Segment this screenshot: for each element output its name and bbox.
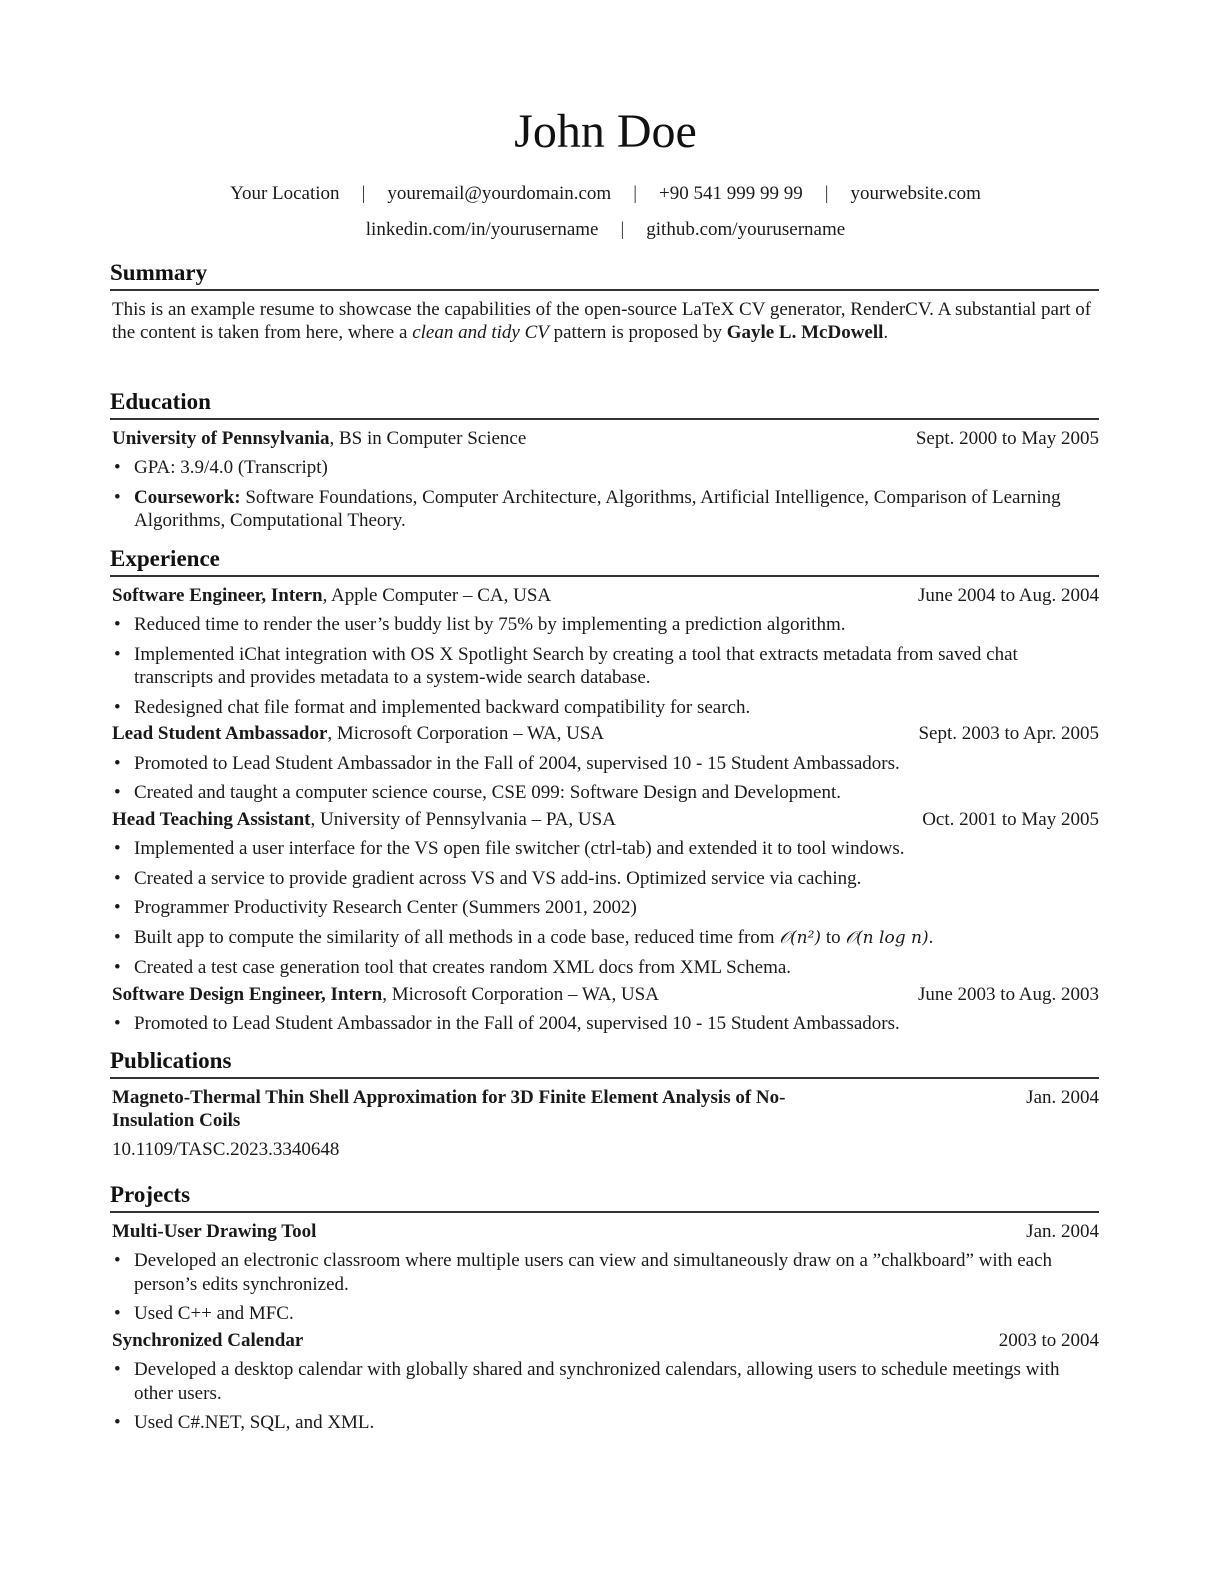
list-item: • Created and taught a computer science course, CSE 099: Software Design and Development. [112,781,1099,805]
experience-list [110,584,1099,1036]
position: Software Engineer, Intern [112,584,323,606]
coursework-label: Coursework: [134,486,241,508]
contact-line-2 [102,218,1109,242]
position: Lead Student Ambassador [112,723,328,744]
entry-header [112,1086,1099,1133]
contact-linkedin-link[interactable]: linkedin.com/in/yourusername [365,219,599,240]
section-title: Publications [110,1048,232,1073]
entry-date: June 2003 to Aug. 2003 [917,983,1099,1005]
publication-entry [110,1086,1099,1162]
project-name: Synchronized Calendar [112,1329,304,1351]
entry-header [112,983,1099,1007]
education-entry [110,427,1099,533]
section-rule [110,289,1099,291]
section-experience [110,545,1099,1036]
list-item: • Reduced time to render the user’s buddy list by 75% by implementing a prediction algorithm. [112,613,1099,637]
list-item: • Used C++ and MFC. [112,1302,1099,1326]
entry-header [112,1329,1099,1353]
summary-bold-name: Gayle L. McDowell [726,322,884,343]
section-education [110,388,1099,533]
list-item: • Promoted to Lead Student Ambassador in the Fall of 2004, supervised 10 - 15 Student Ambassadors. [112,1012,1099,1036]
contact-location: Your Location [230,183,340,204]
summary-part: This is an example resume to showcase the capabilities of the open-source LaTeX CV generator, RenderCV. A substantial part of the content is taken from here, where a [112,298,1092,343]
entry-header [112,808,1099,832]
separator: | [361,183,366,204]
list-item: • Developed an electronic classroom where multiple users can view and simultaneously draw on a ”chalkboard” with each person’s edits synchronized. [112,1249,1099,1296]
coursework-text: Software Foundations, Computer Architecture, Algorithms, Artificial Intelligence, Comparison of Learning Algorithms, Computational Theory. [134,486,1061,531]
entry-date: Oct. 2001 to May 2005 [922,808,1099,830]
entry-date: Sept. 2000 to May 2005 [915,427,1099,449]
section-title: Education [110,389,211,414]
list-item: • Programmer Productivity Research Center (Summers 2001, 2002) [112,896,1099,920]
entry-header [112,584,1099,608]
section-title: Experience [110,546,220,571]
math-expression: 𝒪(n log n) [845,927,929,948]
contact-line-1 [102,182,1109,206]
section-rule [110,1211,1099,1213]
list-item: • Implemented a user interface for the VS open file switcher (ctrl-tab) and extended it to tool windows. [112,837,1099,861]
degree: , BS in Computer Science [329,427,527,449]
section-rule [110,418,1099,420]
entry-header [112,427,1099,451]
project-list [110,1220,1099,1435]
list-item [112,486,1099,533]
company: , Apple Computer – CA, USA [322,584,552,606]
highlight-text: Built app to compute the similarity of all methods in a code base, reduced time from [134,926,780,948]
contact-website-link[interactable]: yourwebsite.com [850,183,981,204]
section-summary [110,259,1099,345]
position: Software Design Engineer, Intern [112,983,383,1005]
list-item: • Used C#.NET, SQL, and XML. [112,1411,1099,1435]
list-item: • GPA: 3.9/4.0 (Transcript) [112,456,1099,480]
company: , Microsoft Corporation – WA, USA [382,983,659,1005]
separator: | [824,183,829,204]
section-publications [110,1047,1099,1161]
summary-part: . [883,322,889,343]
section-title: Summary [110,260,208,285]
list-item: • Implemented iChat integration with OS X Spotlight Search by creating a tool that extracts metadata from saved chat transcripts and provides metadata to a system-wide search database. [112,643,1099,690]
list-item: • Created a test case generation tool that creates random XML docs from XML Schema. [112,956,1099,980]
institution: University of Pennsylvania [112,427,330,449]
section-rule [110,1077,1099,1079]
publication-doi-link[interactable]: 10.1109/TASC.2023.3340648 [112,1138,340,1160]
entry-date: Sept. 2003 to Apr. 2005 [918,723,1099,744]
contact-github-link[interactable]: github.com/yourusername [646,219,846,240]
summary-text [110,298,1099,345]
entry-date: Jan. 2004 [1026,1220,1099,1242]
entry-date: 2003 to 2004 [998,1329,1099,1351]
project-name: Multi-User Drawing Tool [112,1220,317,1242]
contact-email-link[interactable]: youremail@yourdomain.com [387,183,612,204]
separator: | [620,219,625,240]
section-rule [110,575,1099,577]
summary-part: pattern is proposed by [548,322,727,343]
list-item: • Created a service to provide gradient across VS and VS add-ins. Optimized service via caching. [112,867,1099,891]
section-title: Projects [110,1182,191,1207]
company: , Microsoft Corporation – WA, USA [327,723,605,744]
position: Head Teaching Assistant [112,808,311,830]
list-item: • Redesigned chat file format and implemented backward compatibility for search. [112,696,1099,720]
list-item [112,926,1099,951]
entry-date: Jan. 2004 [1026,1086,1099,1108]
highlight-text: . [928,926,934,948]
entry-date: June 2004 to Aug. 2004 [917,584,1099,606]
separator: | [633,183,637,204]
list-item: • Promoted to Lead Student Ambassador in the Fall of 2004, supervised 10 - 15 Student Ambassadors. [112,752,1099,776]
contact-phone-link[interactable]: +90 541 999 99 99 [659,183,803,204]
summary-italic: clean and tidy CV [412,322,549,343]
section-projects [110,1181,1099,1435]
highlight-text: to [821,926,846,948]
math-expression: 𝒪(n²) [779,927,822,948]
publication-title: Magneto-Thermal Thin Shell Approximation for 3D Finite Element Analysis of No-Insulation Coils [112,1086,786,1131]
list-item: • Developed a desktop calendar with globally shared and synchronized calendars, allowing users to schedule meetings with other users. [112,1358,1099,1405]
company: , University of Pennsylvania – PA, USA [310,808,616,830]
entry-header [112,722,1099,746]
entry-header [112,1220,1099,1244]
resume-name: John Doe [514,105,697,158]
